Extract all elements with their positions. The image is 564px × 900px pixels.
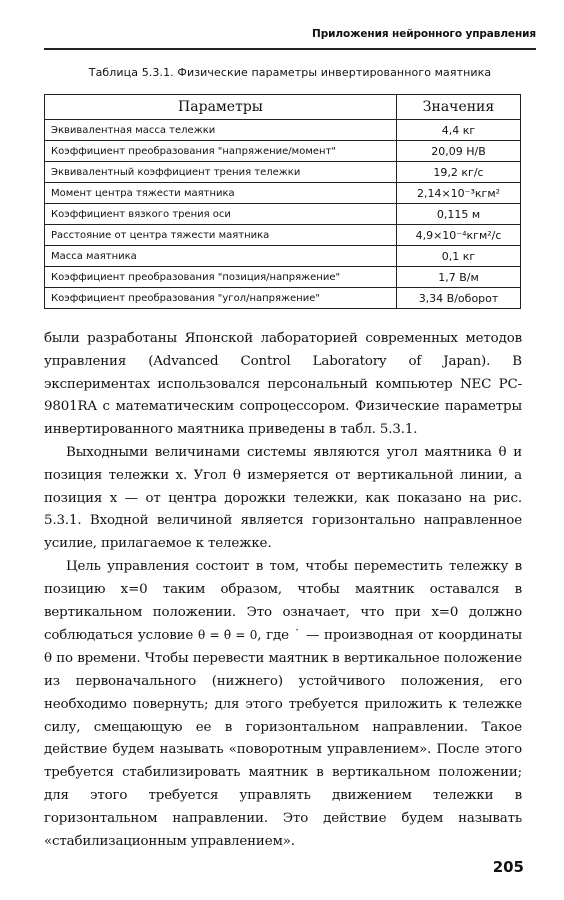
table-row [45,162,521,183]
table-row [45,204,521,225]
parameter-value: 20,09 Н/В [397,141,521,162]
column-header-values: Значения [397,95,521,120]
paragraph: Выходными величинами системы являются угол маятника θ и позиция тележки x. Угол θ измеряется от вертикальной линии, а позиция x — от центра дорожки тележки, как показано на рис. 5.3.1. Входной величиной является горизонтально направленное усилие, прилагаемое к тележке. [44,444,522,552]
parameter-name: Коэффициент преобразования "позиция/напряжение" [45,267,397,288]
table-row [45,120,521,141]
table-header-row [45,95,521,120]
parameter-value: 19,2 кг/с [397,162,521,183]
body-text [44,328,522,853]
math-condition: θ = θ̇ = 0 [198,628,258,643]
parameter-name: Масса маятника [45,246,397,267]
parameter-name: Коэффициент вязкого трения оси [45,204,397,225]
paragraph-text: Цель управления состоит в том, чтобы переместить тележку в позицию x=0 таким образом, чтобы маятник оставался в вертикальном положении. Это означает, что при x=0 должно соблюдаться условие [44,558,522,644]
parameters-table [44,94,521,309]
parameter-value: 4,4 кг [397,120,521,141]
paragraph-text: , где ˙ — производная от координаты θ по времени. Чтобы перевести маятник в вертикальное положение из первоначального (нижнего) устойчивого положения, его необходимо повернуть; для этого требуется приложить к тележке силу, смещающую ее в горизонтальном направлении. Такое действие будем называть «поворотным управлением». После этого требуется стабилизировать маятник в вертикальном положении; для этого требуется управлять движением тележки в горизонтальном направлении. Это действие будем называть «стабилизационным управлением». [44,628,523,849]
parameter-value: 3,34 В/оборот [397,288,521,309]
parameter-name: Коэффициент преобразования "напряжение/момент" [45,141,397,162]
paragraph: были разработаны Японской лабораторией современных методов управления (Advanced Control Laboratory of Japan). В экспериментах использовался персональный компьютер NEC PC-9801RA с математическим сопроцессором. Физические параметры инвертированного маятника приведены в табл. 5.3.1. [44,331,522,438]
table-row [45,267,521,288]
parameter-value: 0,1 кг [397,246,521,267]
table-caption: Таблица 5.3.1. Физические параметры инвертированного маятника [88,66,492,79]
table-row [45,141,521,162]
table-row [45,183,521,204]
parameter-name: Эквивалентная масса тележки [45,120,397,141]
column-header-parameters: Параметры [45,95,397,120]
running-head: Приложения нейронного управления [312,28,536,40]
parameter-value: 4,9×10⁻⁴кгм²/с [397,225,521,246]
parameter-name: Расстояние от центра тяжести маятника [45,225,397,246]
page-number: 205 [492,858,524,876]
header-rule [44,48,536,50]
table-row [45,288,521,309]
parameter-value: 1,7 В/м [397,267,521,288]
parameter-value: 0,115 м [397,204,521,225]
parameter-name: Момент центра тяжести маятника [45,183,397,204]
table-row [45,246,521,267]
parameter-name: Эквивалентный коэффициент трения тележки [45,162,397,183]
table-row [45,225,521,246]
parameter-name: Коэффициент преобразования "угол/напряжение" [45,288,397,309]
paragraph [44,556,522,853]
parameter-value: 2,14×10⁻³кгм² [397,183,521,204]
